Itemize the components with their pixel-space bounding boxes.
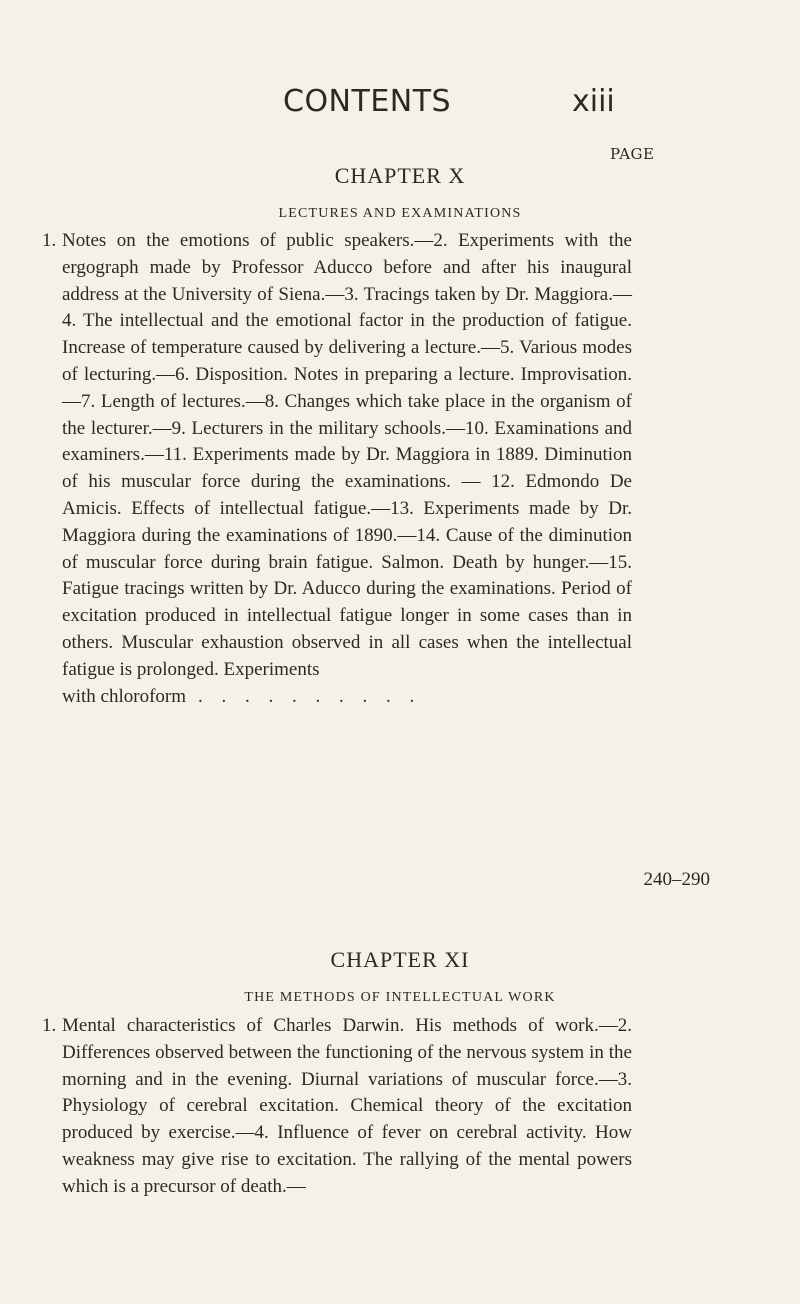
dot-leader: . . . . . . . . . .	[198, 685, 422, 707]
summary-text: Mental characteristics of Charles Darwin. His methods of work.—2. Differences observed between the functioning of the nervous system in the morning and in the evening. Diurnal variations of muscular force.—3. Physiology of cerebral excitation. Chemical theory of the excitation produced by exercise.—4. Influence of fever on cerebral activity. How weakness may give rise to excitation. The rallying of the mental powers which is a precursor of death.—	[62, 1015, 632, 1197]
summary-text: Notes on the emotions of public speakers.—2. Experiments with the ergograph made by Professor Aducco before and after his inaugural address at the University of Siena.—3. Tracings taken by Dr. Maggiora.—4. The intellectual and the emotional factor in the production of fatigue. Increase of temperature caused by delivering a lecture.—5. Various modes of lecturing.—6. Disposition. Notes in preparing a lecture. Improvisation.—7. Length of lectures.—8. Changes which take place in the organism of the lecturer.—9. Lecturers in the military schools.—10. Examinations and examiners.—11. Experiments made by Dr. Maggiora in 1889. Diminution of his muscular force during the examinations. — 12. Edmondo De Amicis. Effects of intellectual fatigue.—13. Experiments made by Dr. Maggiora during the examinations of 1890.—14. Cause of the diminution of muscular force during brain fatigue. Salmon. Death by hunger.—15. Fatigue tracings written by Dr. Aducco during the examinations. Period of excitation produced in intellectual fatigue longer in some cases than in others. Muscular exhaustion observed in all cases when the intellectual fatigue is prolonged. Experiments	[62, 230, 632, 680]
page-number: xiii	[572, 84, 615, 119]
chapter-subtitle: LECTURES AND EXAMINATIONS	[278, 206, 522, 221]
chapter-heading: CHAPTER XI	[330, 947, 470, 972]
chapter-subtitle: THE METHODS OF INTELLECTUAL WORK	[244, 990, 556, 1005]
entry-number: 1.	[42, 230, 57, 251]
chapter-heading: CHAPTER X	[334, 163, 466, 188]
chapter-summary	[42, 228, 632, 710]
page-column-label: PAGE	[610, 145, 655, 163]
running-head	[0, 84, 800, 124]
leader-line	[62, 684, 632, 711]
chapter-summary	[42, 1013, 632, 1201]
page-range: 240–290	[643, 869, 710, 890]
running-title: CONTENTS	[283, 84, 452, 119]
summary-last-line: with chloroform	[62, 685, 187, 707]
entry-number: 1.	[42, 1015, 57, 1036]
